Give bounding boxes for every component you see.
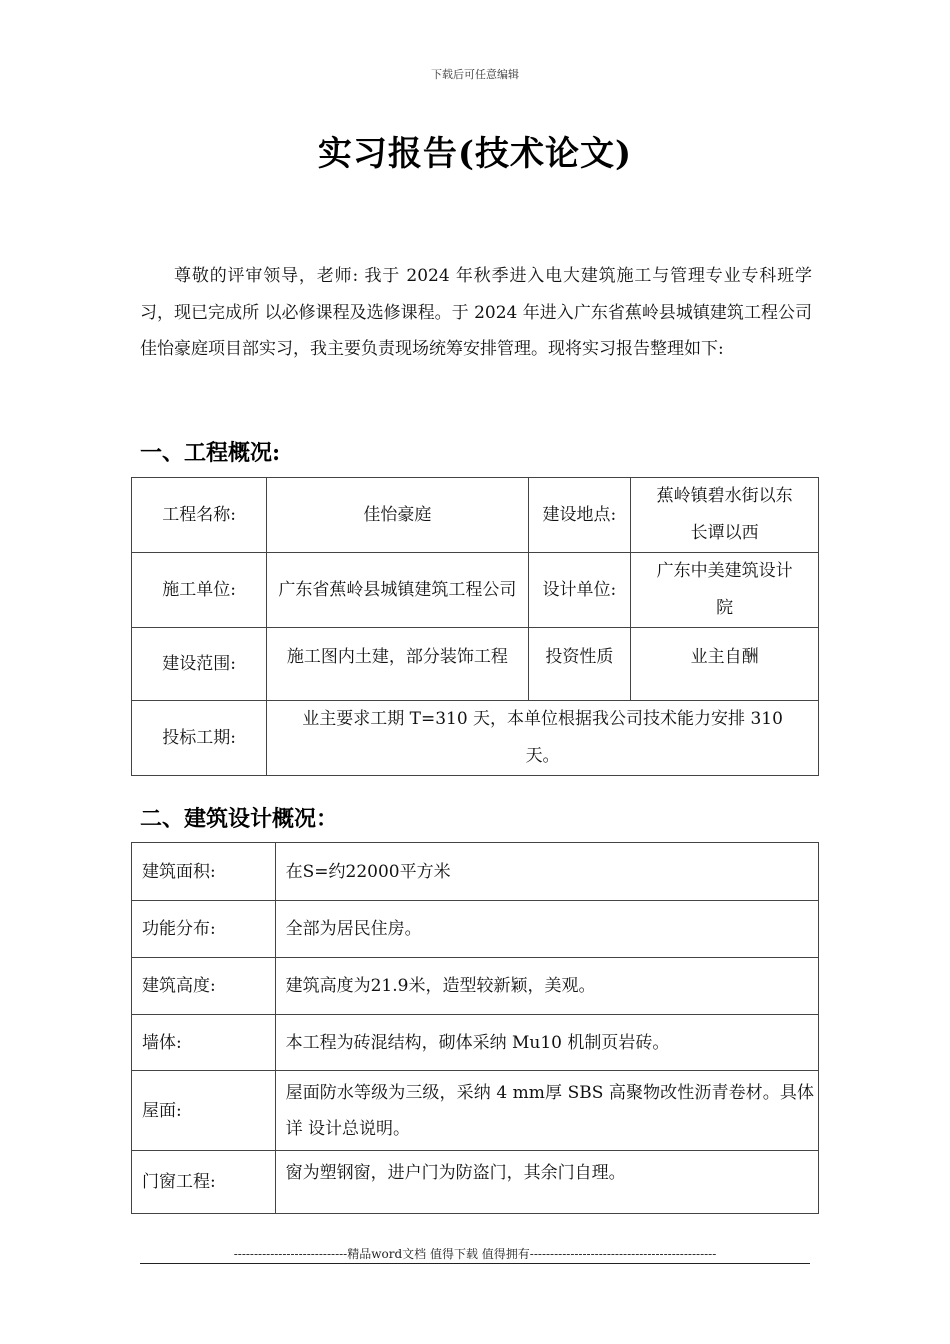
cell-label: 建筑高度: (132, 958, 276, 1015)
cell-label: 设计单位: (528, 553, 631, 628)
cell-value: 本工程为砖混结构，砌体采纳 Mu10 机制页岩砖。 (275, 1015, 818, 1071)
table-row (132, 843, 819, 901)
cell-label: 建设范围: (132, 628, 267, 701)
cell-label: 建设地点: (528, 478, 631, 553)
section-heading-project-overview: 一、工程概况: (140, 440, 281, 466)
cell-value: 佳怡豪庭 (267, 478, 528, 553)
table-row (132, 701, 819, 776)
table-row (132, 553, 819, 628)
cell-value: 施工图内土建，部分装饰工程 (267, 628, 528, 701)
cell-value: 业主自酬 (631, 628, 819, 701)
cell-label: 功能分布: (132, 901, 276, 958)
design-overview-table (131, 842, 819, 1214)
cell-label: 工程名称: (132, 478, 267, 553)
cell-value: 窗为塑钢窗，进户门为防盗门，其余门自理。 (275, 1151, 818, 1214)
intro-paragraph: 尊敬的评审领导，老师: 我于 2024 年秋季进入电大建筑施工与管理专业专科班学习，现已完成所 以必修课程及选修课程。于 2024 年进入广东省蕉岭县城镇建筑工程公司佳怡豪庭项目部实习，我主要负责现场统筹安排管理。现将实习报告整理如下: (140, 266, 812, 359)
cell-value: 在S=约22000平方米 (275, 843, 818, 901)
cell-value: 建筑高度为21.9米，造型较新颖，美观。 (275, 958, 818, 1015)
cell-value: 屋面防水等级为三级，采纳 4 mm厚 SBS 高聚物改性沥青卷材。具体详 设计总说明。 (275, 1071, 818, 1151)
table-row (132, 1071, 819, 1151)
cell-label: 屋面: (132, 1071, 276, 1151)
cell-label: 建筑面积: (132, 843, 276, 901)
cell-label: 墙体: (132, 1015, 276, 1071)
section-heading-design-overview: 二、建筑设计概况： (140, 806, 339, 832)
table-row (132, 1151, 819, 1214)
header-note: 下载后可任意编辑 (431, 68, 519, 81)
table-row (132, 478, 819, 553)
project-overview-table (131, 477, 819, 776)
footer-note: ----------------------------精品word文档 值得下载 值得拥有---------------------------------------------- (233, 1247, 717, 1261)
table-row (132, 901, 819, 958)
cell-label: 投标工期: (132, 701, 267, 776)
document-title: 实习报告(技术论文) (317, 134, 633, 174)
cell-label: 施工单位: (132, 553, 267, 628)
cell-label: 投资性质 (528, 628, 631, 701)
cell-label: 门窗工程: (132, 1151, 276, 1214)
cell-value: 蕉岭镇碧水街以东长谭以西 (631, 478, 819, 553)
cell-value: 广东中美建筑设计院 (631, 553, 819, 628)
table-row (132, 628, 819, 701)
cell-value: 广东省蕉岭县城镇建筑工程公司 (267, 553, 528, 628)
footer-divider (140, 1263, 810, 1264)
cell-value: 全部为居民住房。 (275, 901, 818, 958)
table-row (132, 1015, 819, 1071)
cell-value: 业主要求工期 T=310 天，本单位根据我公司技术能力安排 310 天。 (267, 701, 819, 776)
table-row (132, 958, 819, 1015)
